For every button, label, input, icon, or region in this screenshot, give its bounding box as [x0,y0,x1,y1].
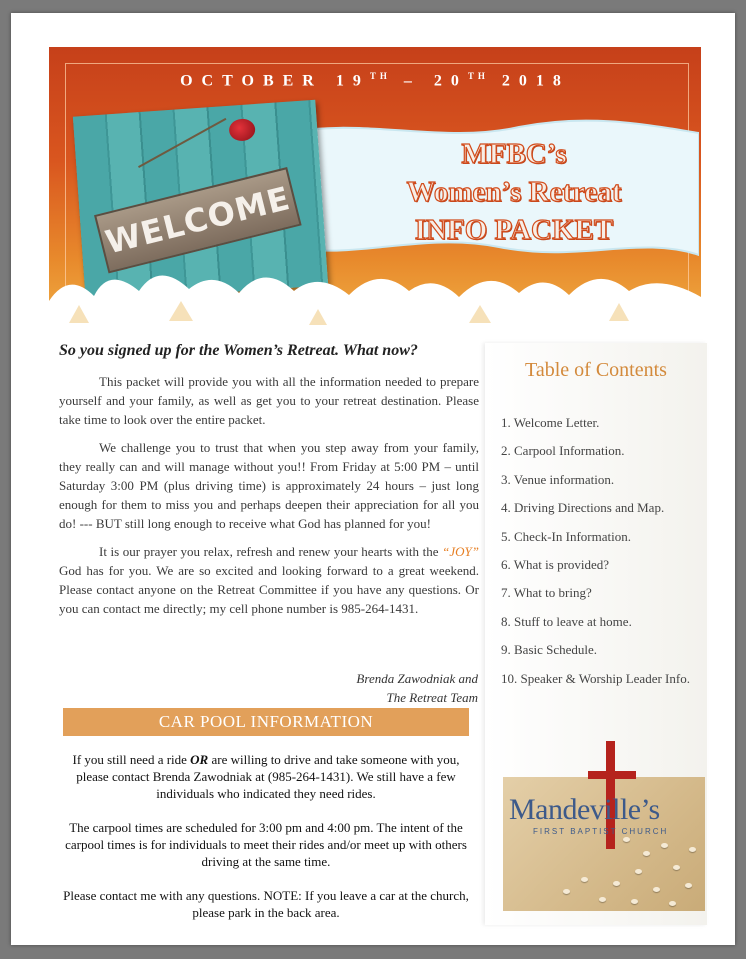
signature [261,669,478,707]
toc-item: 6. What is provided? [501,556,610,572]
intro-paragraph-3: It is our prayer you relax, refresh and renew your hearts with the “JOY” God has for you. We are so excited and looking forward to a great weekend. Please contact anyone on the Retreat Committee if you have any questions. Or you can contact me directly; my cell phone number is 985-264-1431. [59,544,479,616]
carpool-heading: CAR POOL INFORMATION [63,708,469,736]
intro-body [59,372,479,627]
toc-item: 4. Driving Directions and Map. [501,500,665,516]
carpool-section [63,751,469,938]
autumn-leaves-icon [49,261,701,331]
title-line-2: Women’s Retreat [406,176,622,208]
church-logo [503,741,705,915]
rose-icon [228,118,255,142]
document-page [11,13,735,945]
toc-item: 3. Venue information. [501,471,615,487]
title-line-1: MFBC’s [461,138,567,170]
event-date: OCTOBER 19TH – 20TH 2018 [180,71,570,90]
header-banner [49,47,701,331]
church-name: Mandeville’s [509,793,660,826]
carpool-paragraph-1: If you still need a ride OR are willing to drive and take someone with you, please contact Brenda Zawodniak at (985-264-1431). We still have a few individuals who indicated they need rides. [72,752,460,801]
toc-item: 9. Basic Schedule. [501,642,598,658]
joy-highlight: “JOY” [442,544,479,559]
intro-paragraph-2: We challenge you to trust that when you step away from your family, they really can and will manage without you!! From Friday at 5:00 PM – until Saturday 3:00 PM (plus driving time) is approximately 24 hours – just long enough for them to miss you and perhaps deepen their appreciation for all you do! --- BUT still long enough to receive what God has planned for you! [59,440,479,531]
toc-item: 2. Carpool Information. [501,443,625,459]
toc-title: Table of Contents [525,359,667,381]
toc-item: 1. Welcome Letter. [501,415,600,430]
signature-line-2: The Retreat Team [386,690,478,705]
intro-paragraph-1: This packet will provide you with all the information needed to prepare yourself and your family, as well as get you to your retreat destination. Please take time to look over the entire packet. [59,374,479,427]
church-subtitle: FIRST BAPTIST CHURCH [533,827,669,836]
carpool-paragraph-3: Please contact me with any questions. NOTE: If you leave a car at the church, please park in the back area. [63,888,469,920]
signature-line-1: Brenda Zawodniak and [356,671,478,686]
toc-item: 10. Speaker & Worship Leader Info. [501,670,690,686]
table-of-contents [485,343,707,925]
toc-item: 8. Stuff to leave at home. [501,613,632,629]
intro-heading: So you signed up for the Women’s Retreat. What now? [59,342,418,359]
title-line-3: INFO PACKET [414,214,614,246]
toc-list [501,415,701,699]
toc-item: 5. Check-In Information. [501,528,631,544]
title-block [349,135,679,249]
welcome-sign: WELCOME [94,167,302,273]
cross-bar [588,771,636,779]
toc-item: 7. What to bring? [501,585,592,601]
carpool-paragraph-2: The carpool times are scheduled for 3:00 pm and 4:00 pm. The intent of the carpool times is for individuals to meet their rides and/or meet up with others driving at the same time. [65,820,467,869]
